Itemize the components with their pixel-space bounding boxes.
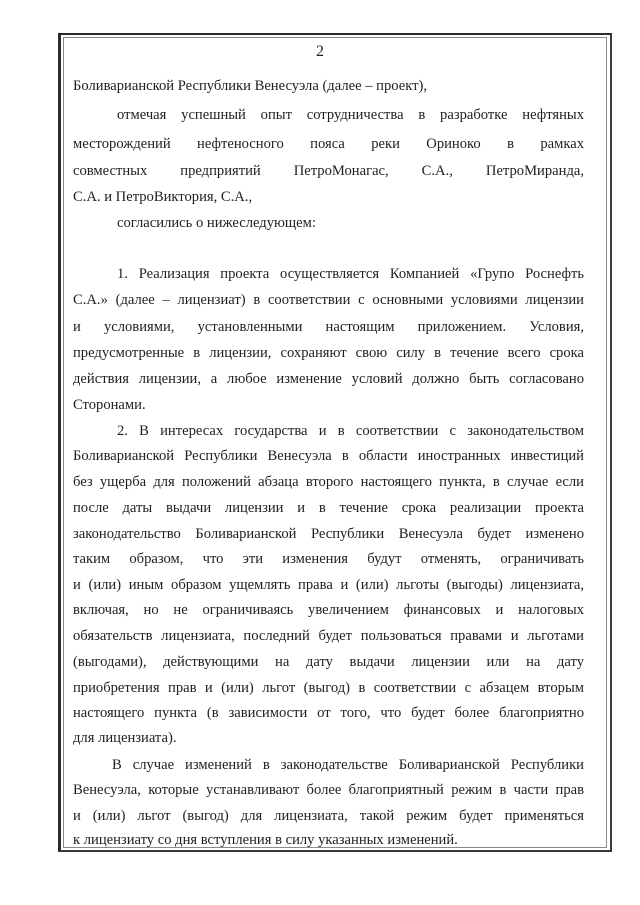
text-line: Сторонами. — [73, 397, 146, 413]
text-line: законодательство Боливарианской Республики Венесуэла будет изменено — [73, 526, 584, 542]
text-line: 1. Реализация проекта осуществляется Компанией «Групо Роснефть — [117, 266, 584, 282]
text-line: Венесуэла, которые устанавливают более благоприятный режим в части прав — [73, 782, 584, 798]
text-line: и условиями, установленными настоящим приложением. Условия, — [73, 319, 584, 335]
text-line: Боливарианской Республики Венесуэла (далее – проект), — [73, 78, 428, 94]
text-line: 2. В интересах государства и в соответствии с законодательством — [117, 423, 584, 439]
text-line: настоящего пункта (в зависимости от того, что будет более благоприятно — [73, 705, 584, 721]
text-line: совместных предприятий ПетроМонагас, С.А., ПетроМиранда, — [73, 163, 584, 179]
text-line: действия лицензии, а любое изменение условий должно быть согласовано — [73, 371, 584, 387]
text-line: обязательств лицензиата, последний будет пользоваться правами и льготами — [73, 628, 584, 644]
text-line: согласились о нижеследующем: — [117, 215, 316, 231]
text-line: (выгодами), действующими на дату выдачи лицензии или на дату — [73, 654, 584, 670]
text-line: включая, но не ограничиваясь увеличением финансовых и налоговых — [73, 602, 584, 618]
text-line: после даты выдачи лицензии и в течение срока реализации проекта — [73, 500, 584, 516]
text-line: В случае изменений в законодательстве Боливарианской Республики — [112, 757, 584, 773]
text-line: и (или) льгот (выгод) для лицензиата, такой режим будет применяться — [73, 808, 584, 824]
text-line: Боливарианской Республики Венесуэла в области иностранных инвестиций — [73, 448, 584, 464]
text-line: для лицензиата). — [73, 730, 177, 746]
text-line: месторождений нефтеносного пояса реки Ориноко в рамках — [73, 136, 584, 152]
text-line: и (или) иным образом ущемлять права и (или) льготы (выгоды) лицензиата, — [73, 577, 584, 593]
page-number: 2 — [316, 43, 324, 60]
text-line: отмечая успешный опыт сотрудничества в разработке нефтяных — [117, 107, 584, 123]
text-line: приобретения прав и (или) льгот (выгод) в соответствии с абзацем вторым — [73, 680, 584, 696]
text-line: предусмотренные в лицензии, сохраняют свою силу в течение всего срока — [73, 345, 584, 361]
text-line: к лицензиату со дня вступления в силу указанных изменений. — [73, 832, 458, 848]
text-line: С.А. и ПетроВиктория, С.А., — [73, 189, 253, 205]
text-line: таким образом, что эти изменения будут отменять, ограничивать — [73, 551, 584, 567]
text-line: С.А.» (далее – лицензиат) в соответствии с основными условиями лицензии — [73, 292, 584, 308]
text-line: без ущерба для положений абзаца второго настоящего пункта, в случае если — [73, 474, 584, 490]
